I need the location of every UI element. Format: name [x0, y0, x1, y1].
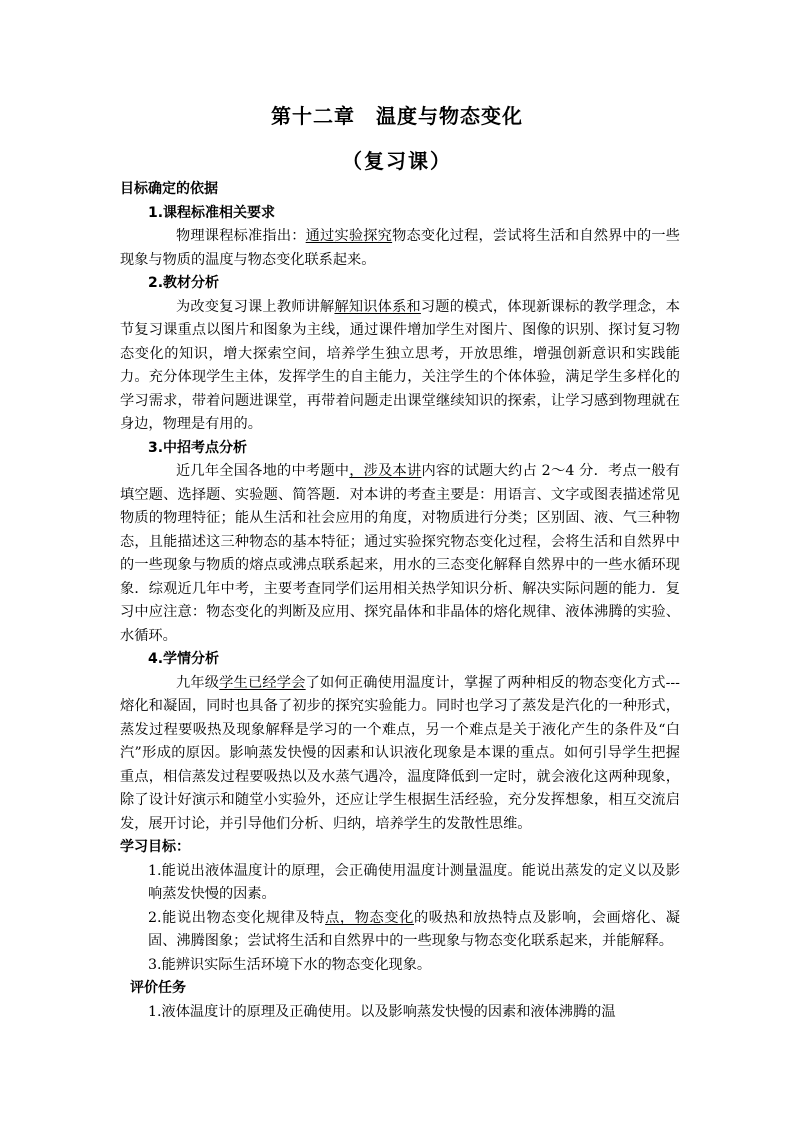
underlined-text: 学生已经学会	[219, 674, 306, 691]
chapter-title: 第十二章 温度与物态变化	[271, 104, 523, 128]
paragraph-text: 物理课程标准指出：	[176, 228, 306, 244]
subsection-heading-textbook: 2.教材分析	[148, 275, 220, 291]
paragraph-text: 物态变化过程，尝试将生活和自然界中的一些现象与物质的温度与物态变化联系起来。	[120, 228, 680, 268]
goal-text: 1.能说出液体温度计的原理，会正确使用温度计测量温度。能说出蒸发的定义以及影响蒸发快慢的因素。	[148, 862, 680, 902]
paragraph-students	[120, 672, 680, 837]
paragraph-exam	[120, 460, 680, 648]
subsection-heading-curriculum: 1.课程标准相关要求	[148, 204, 276, 221]
paragraph-text: 近几年全国各地的中考题中	[176, 463, 350, 479]
goal-item	[120, 860, 680, 907]
subsection-heading-exam: 3.中招考点分析	[148, 439, 248, 456]
section-heading-goals: 学习目标：	[120, 839, 190, 855]
paragraph-text: 九年级	[176, 674, 220, 691]
goal-text: 2.能说出物态变化规律及特	[148, 909, 326, 926]
goal-text: 的吸热和放热特点及影响，会画熔化、凝固、沸腾图象；尝试将生活和自然界中的一些现象与物态变化联系起来，并能解释。	[148, 909, 680, 949]
document-body	[120, 178, 680, 1024]
underlined-text: ，涉及本讲	[349, 463, 422, 479]
underlined-text: 通过实验探究	[305, 228, 393, 244]
goal-text: 3.能辨识实际生活环境下水的物态变化现象。	[148, 956, 432, 973]
paragraph-text: 习题的模式，体现新课标的教学理念，本节复习课重点以图片和图象为主线，通过课件增加学生对图片、图像的识别、探讨复习物态变化的知识，增大探索空间，培养学生独立思考，开放思维，增强创新意识和实践能力。充分体现学生主体，发挥学生的自主能力，关注学生的个体体验，满足学生多样化的学习需求，带着问题进课堂，再带着问题走出课堂继续知识的探索，让学习感到物理就在身边，物理是有用的。	[120, 298, 680, 432]
section-heading-basis: 目标确定的依据	[120, 181, 218, 197]
section-heading-evaluation: 评价任务	[130, 980, 186, 996]
paragraph-textbook	[120, 296, 680, 437]
paragraph-text: 为改变复习课上教师讲解	[176, 298, 335, 315]
paragraph-curriculum	[120, 225, 680, 272]
paragraph-text: 内容的试题大约占 2～4 分．考点一般有填空题、选择题、实验题、简答题．对本讲的考查主要是：用语言、文字或图表描述常见物质的物理特征；能从生活和社会应用的角度，对物质进行分类；区别固、液、气三种物态，且能描述这三种物态的基本特征；通过实验探究物态变化过程，会将生活和自然界中的一些现象与物质的熔点或沸点联系起来，用水的三态变化解释自然界中的一些水循环现象．综观近几年中考，主要考查同学们运用相关热学知识分析、解决实际问题的能力．复习中应注意：物态变化的判断及应用、探究晶体和非晶体的熔化规律、液体沸腾的实验、水循环。	[120, 463, 680, 644]
underlined-text: 解知识体系和	[334, 298, 421, 315]
subsection-heading-students: 4.学情分析	[148, 651, 220, 667]
chapter-subtitle: （复习课）	[342, 149, 452, 173]
evaluation-text: 1.液体温度计的原理及正确使用。以及影响蒸发快慢的因素和液体沸腾的温	[148, 1003, 616, 1020]
underlined-text: 点，物态变化	[325, 909, 414, 926]
evaluation-item	[120, 1001, 680, 1025]
paragraph-text: 了如何正确使用温度计，掌握了两种相反的物态变化方式---熔化和凝固，同时也具备了初步的探究实验能力。同时也学习了蒸发是汽化的一种形式，蒸发过程要吸热及现象解释是学习的一个难点，另一个难点是关于液化产生的条件及“白汽”形成的原因。影响蒸发快慢的因素和认识液化现象是本课的重点。如何引导学生把握重点，相信蒸发过程要吸热以及水蒸气遇冷，温度降低到一定时，就会液化这两种现象，除了设计好演示和随堂小实验外，还应让学生根据生活经验，充分发挥想象，相互交流启发，展开讨论，并引导他们分析、归纳，培养学生的发散性思维。	[120, 674, 680, 832]
goal-item	[120, 907, 680, 954]
goal-item	[120, 954, 680, 978]
